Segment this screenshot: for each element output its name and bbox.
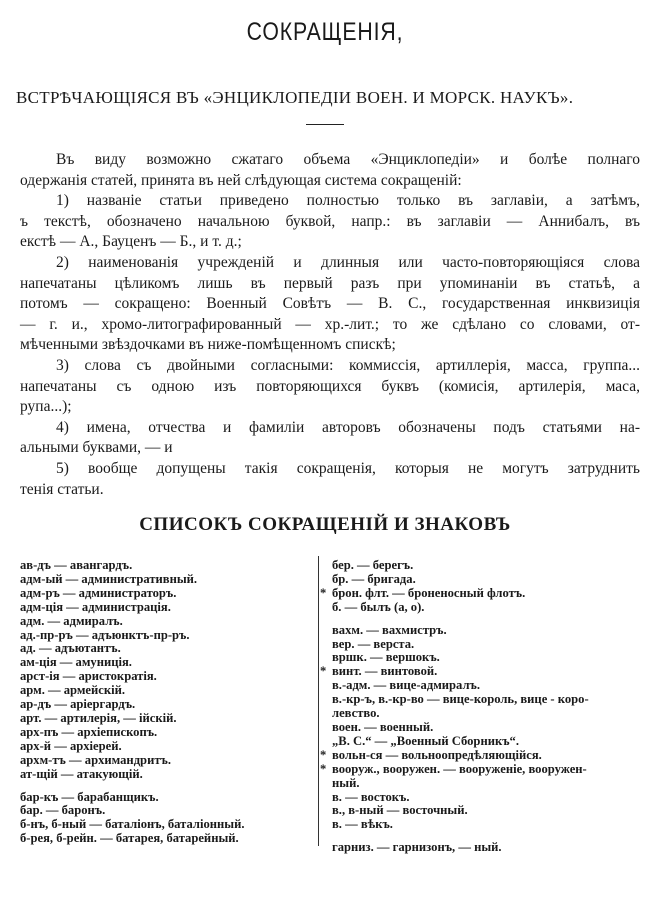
asterisk-marker: *	[320, 585, 327, 600]
text-line: рупа...);	[20, 398, 72, 416]
text-line: ъ текстѣ, обозначено начальною буквой, напр.: въ заглавіи — Аннибалъ, въ	[20, 212, 640, 230]
abbreviation-text: бер. — берегъ.	[332, 558, 414, 572]
abbreviation-text: б-рея, б-рейн. — батарея, батарейный.	[20, 831, 239, 846]
abbreviation-text: вахм. — вахмистръ.	[332, 622, 447, 637]
abbreviation-entry	[20, 615, 310, 629]
abbreviation-entry	[332, 601, 632, 615]
abbreviation-text: б. — былъ (а, о).	[332, 599, 425, 614]
text-line: 3) слова съ двойными согласными: коммиссія, артиллерія, масса, группа...	[56, 356, 640, 374]
abbreviation-entry	[20, 559, 310, 573]
abbreviation-entry	[20, 670, 310, 684]
abbreviation-text: адм-ръ — администраторъ.	[20, 585, 177, 600]
abbreviation-entry	[332, 573, 632, 587]
abbreviation-entry	[20, 740, 310, 754]
title-divider	[306, 124, 344, 125]
text-line: одержанія статей, принята въ ней слѣдующая система сокращеній:	[20, 171, 462, 189]
abbreviation-text: в.-адм. — вице-адмиралъ.	[332, 678, 480, 693]
abbreviation-text: б-нъ, б-ный — баталіонъ, баталіонный.	[20, 817, 245, 832]
abbreviation-list-right	[320, 558, 632, 855]
text-line: 1) названіе статьи приведено полностью только въ заглавіи, а затѣмъ,	[56, 192, 640, 210]
abbreviation-entry	[20, 642, 310, 656]
abbreviation-text: винт. — винтовой.	[332, 664, 438, 679]
abbreviation-entry	[20, 768, 310, 782]
text-line: — г. и., хромо-литографированный — хр.-лит.; то же сдѣлано со словами, от-	[20, 315, 640, 333]
abbreviation-entry	[332, 735, 632, 749]
text-line: потомъ — сокращено: Военный Совѣтъ — В. С., государственная инквизиція	[20, 295, 640, 313]
text-line: 5) вообще допущены такія сокращенія, которыя не могутъ затруднить	[56, 459, 640, 477]
abbreviation-text: гарниз. — гарнизонъ, — ный.	[332, 840, 502, 855]
abbreviation-entry	[20, 698, 310, 712]
abbreviation-text: воен. — военный.	[332, 719, 434, 734]
abbreviation-text: вооруж., вооружен. — вооруженіе, вооружен-	[332, 761, 587, 776]
abbreviation-text: „В. С.“ — „Военный Сборникъ“.	[332, 733, 519, 748]
abbreviation-text: ад.-пр-ръ — адъюнктъ-пр-ръ.	[20, 627, 190, 642]
abbreviation-entry	[20, 712, 310, 726]
abbreviation-text: в.-кр-ъ, в.-кр-во — вице-король, вице - коро-	[332, 692, 589, 707]
asterisk-marker: *	[320, 664, 327, 679]
abbreviation-entry	[20, 601, 310, 615]
abbreviation-entry	[320, 664, 632, 679]
abbreviation-continuation: левство.	[332, 706, 380, 721]
abbreviation-text: арст-ія — аристократія.	[20, 669, 157, 684]
abbreviation-text: бар-къ — барабанщикъ.	[20, 789, 159, 804]
abbreviation-entry	[20, 804, 310, 818]
column-divider	[318, 556, 319, 846]
abbreviation-entry	[332, 651, 632, 665]
abbreviation-text: в. — вѣкъ.	[332, 817, 393, 832]
page-subtitle: ВСТРѢЧАЮЩІЯСЯ ВЪ «ЭНЦИКЛОПЕДІИ ВОЕН. И МОРСК. НАУКЪ».	[16, 88, 574, 107]
abbreviation-text: адм-ція — администрація.	[20, 599, 171, 614]
abbreviation-text: бр. — бригада.	[332, 571, 416, 586]
abbreviation-text: адм-ый — административный.	[20, 571, 198, 586]
abbreviation-text: ам-ція — амуниція.	[20, 655, 132, 670]
page-title: СОКРАЩЕНІЯ,	[246, 18, 404, 46]
abbreviation-text: вршк. — вершокъ.	[332, 650, 440, 665]
abbreviation-entry	[332, 679, 632, 693]
abbreviation-continuation: ный.	[332, 775, 360, 790]
abbreviation-entry	[320, 747, 632, 763]
abbreviation-entry	[332, 804, 632, 818]
abbreviation-text: вольн-ся — вольноопредѣляющійся.	[332, 747, 542, 762]
abbreviation-text: бар. — баронъ.	[20, 803, 106, 818]
abbreviation-entry	[20, 684, 310, 698]
abbreviation-entry	[20, 573, 310, 587]
abbreviation-entry	[332, 638, 632, 652]
abbreviation-entry	[20, 818, 310, 832]
abbreviation-entry	[20, 832, 310, 846]
asterisk-marker: *	[320, 761, 327, 776]
abbreviation-text: арт. — артилерія, — ійскій.	[20, 710, 177, 725]
abbreviation-text: адм. — адмиралъ.	[20, 613, 123, 628]
abbreviation-text: ат-щій — атакующій.	[20, 766, 143, 781]
abbreviation-text: арх-пъ — архіепископъ.	[20, 724, 158, 739]
abbreviation-entry	[320, 585, 632, 601]
abbreviation-text: ад. — адъютантъ.	[20, 641, 121, 656]
abbreviation-entry	[332, 693, 632, 707]
abbreviation-text: архм-тъ — архимандритъ.	[20, 752, 171, 767]
abbreviation-list-left	[20, 559, 310, 846]
abbreviation-entry	[332, 791, 632, 805]
text-line: напечатаны съ одною изъ повторяющихся буквъ (комисія, артилерія, маса,	[20, 377, 640, 395]
text-line: мѣченными звѣздочками въ ниже-помѣщенномъ спискѣ;	[20, 336, 396, 354]
abbreviation-entry	[20, 754, 310, 768]
abbreviation-text: брон. флт. — броненосный флотъ.	[332, 585, 526, 600]
abbreviation-entry	[20, 656, 310, 670]
abbreviation-entry	[20, 726, 310, 740]
text-line: Въ виду возможно сжатаго объема «Энциклопедіи» и болѣе полнаго	[56, 151, 640, 168]
abbreviation-entry	[332, 818, 632, 832]
section-title: СПИСОКЪ СОКРАЩЕНІЙ И ЗНАКОВЪ	[139, 514, 511, 535]
abbreviation-text: арх-й — архіерей.	[20, 738, 122, 753]
abbreviation-entry	[20, 791, 310, 805]
text-line: 4) имена, отчества и фамиліи авторовъ обозначены подъ статьями на-	[56, 418, 640, 436]
abbreviation-text: в., в-ный — восточный.	[332, 803, 468, 818]
abbreviation-entry	[332, 624, 632, 638]
abbreviation-entry	[332, 559, 632, 573]
text-line: тенія статьи.	[20, 480, 104, 498]
text-line: альными буквами, — и	[20, 439, 173, 457]
abbreviation-text: арм. — армейскій.	[20, 683, 126, 698]
abbreviation-entry	[320, 761, 632, 777]
abbreviation-entry	[20, 629, 310, 643]
abbreviation-entry	[332, 721, 632, 735]
text-line: напечатаны цѣликомъ лишь въ первый разъ при упоминаніи въ статьѣ, а	[20, 274, 640, 292]
abbreviation-entry	[332, 841, 632, 855]
abbreviation-text: ар-дъ — аріергардъ.	[20, 697, 136, 712]
abbreviation-text: в. — востокъ.	[332, 789, 410, 804]
intro-text	[20, 150, 640, 500]
abbreviation-text: ав-дъ — авангардъ.	[20, 558, 133, 572]
text-line: 2) наименованія учрежденій и длинныя или часто-повторяющіяся слова	[56, 253, 640, 271]
text-line: екстѣ — А., Бауценъ — Б., и т. д.;	[20, 233, 242, 251]
abbreviation-text: вер. — верста.	[332, 636, 415, 651]
abbreviation-entry	[20, 587, 310, 601]
asterisk-marker: *	[320, 747, 327, 762]
